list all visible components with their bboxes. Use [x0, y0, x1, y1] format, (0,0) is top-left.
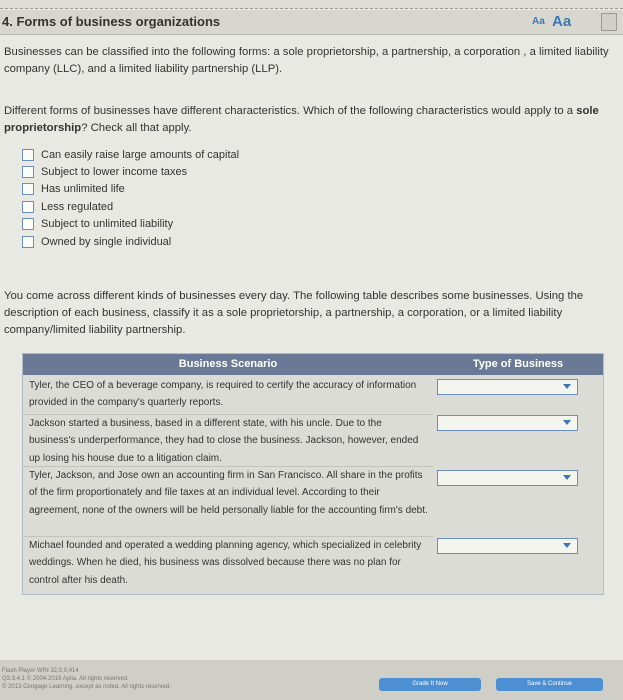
copyright-aplia: Q3.3.4.1 © 2004-2016 Aplia. All rights reserved.	[2, 676, 129, 682]
checkbox[interactable]	[22, 201, 34, 213]
business-type-select[interactable]	[437, 470, 578, 486]
characteristics-checklist	[22, 146, 239, 250]
business-type-select[interactable]	[437, 538, 578, 554]
dropdown-arrow-icon	[563, 384, 571, 389]
business-type-select[interactable]	[437, 415, 578, 431]
question1-bold: sole proprietorship	[4, 105, 599, 134]
copyright-cengage: © 2013 Cengage Learning, except as noted. All rights reserved.	[2, 684, 171, 690]
option-label: Less regulated	[41, 200, 114, 213]
checkbox[interactable]	[22, 183, 34, 195]
checkbox[interactable]	[22, 166, 34, 178]
scenario-text: Tyler, Jackson, and Jose own an accounting firm in San Francisco. All share in the profits of the firm proportionately and file taxes at an individual level. According to their agreement, none of the owners will be held personally liable for the accounting firm's debt.	[29, 470, 428, 516]
page-icon[interactable]	[601, 13, 617, 31]
option-label: Can easily raise large amounts of capital	[41, 148, 240, 161]
question-title: 4. Forms of business organizations	[2, 14, 221, 29]
scenario-text: Tyler, the CEO of a beverage company, is required to certify the accuracy of information provided in the company's quarterly reports.	[29, 380, 417, 409]
option-less-regulated[interactable]	[22, 198, 239, 215]
dropdown-arrow-icon	[563, 475, 571, 480]
top-strip	[0, 0, 623, 9]
business-scenario-table	[22, 353, 604, 595]
column-header-type: Type of Business	[433, 354, 603, 375]
option-label: Has unlimited life	[41, 183, 125, 196]
option-label: Subject to unlimited liability	[41, 218, 174, 231]
question1-suffix: ? Check all that apply.	[81, 122, 192, 134]
option-single-individual[interactable]	[22, 233, 239, 250]
scenario-text: Michael founded and operated a wedding planning agency, which specialized in celebrity weddings. When he died, his business was dissolved because there was no plan for control after his death.	[29, 540, 422, 586]
save-continue-button[interactable]: Save & Continue	[496, 678, 603, 691]
checkbox[interactable]	[22, 236, 34, 248]
flash-version: Flash Player WIN 32,0,0,414	[2, 668, 79, 674]
grade-it-now-button[interactable]: Grade It Now	[379, 678, 481, 691]
intro-text: Businesses can be classified into the following forms: a sole proprietorship, a partnership, a corporation , a limited liability company (LLC), and a limited liability partnership (LLP).	[4, 46, 609, 75]
question1-prefix: Different forms of businesses have different characteristics. Which of the following characteristics would apply to a	[4, 105, 577, 117]
scenario-text: Jackson started a business, based in a different state, with his uncle. Due to the business's underperformance, they had to close the business. Jackson, however, ended up losing his house due to a litigation claim.	[29, 418, 419, 464]
business-type-select[interactable]	[437, 379, 578, 395]
question1-prompt	[4, 103, 610, 137]
dropdown-arrow-icon	[563, 420, 571, 425]
question2-prompt: You come across different kinds of businesses every day. The following table describes some businesses. Using the description of each business, classify it as a sole proprietorship, a partnership, a corporation, or a limited liability company/limited liability partnership.	[4, 290, 584, 336]
text-size-increase-button[interactable]: Aa	[552, 13, 572, 30]
option-unlimited-liability[interactable]	[22, 216, 239, 233]
checkbox[interactable]	[22, 218, 34, 230]
column-header-scenario: Business Scenario	[23, 354, 433, 375]
option-lower-taxes[interactable]	[22, 163, 239, 180]
question-header	[0, 10, 623, 35]
text-size-decrease-button[interactable]: Aa	[532, 16, 545, 27]
dropdown-arrow-icon	[563, 543, 571, 548]
option-raise-capital[interactable]	[22, 146, 239, 163]
option-label: Owned by single individual	[41, 235, 172, 248]
option-unlimited-life[interactable]	[22, 181, 239, 198]
checkbox[interactable]	[22, 149, 34, 161]
option-label: Subject to lower income taxes	[41, 166, 188, 179]
